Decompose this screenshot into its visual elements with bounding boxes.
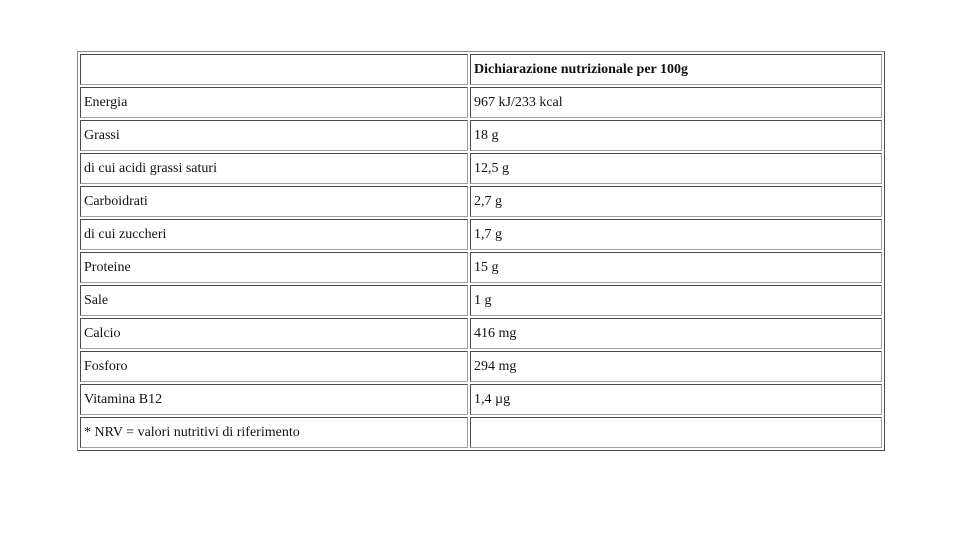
table-row [80,318,882,349]
table-row [80,351,882,382]
nutrient-label: Fosforo [80,351,468,382]
table-header-row [80,54,882,85]
nutrient-value: 1,4 µg [470,384,882,415]
nutrient-value: 12,5 g [470,153,882,184]
nutrient-value: 1,7 g [470,219,882,250]
table-row [80,252,882,283]
table-row [80,120,882,151]
nutrient-label: Proteine [80,252,468,283]
nutrient-value: 2,7 g [470,186,882,217]
nutrient-value: 18 g [470,120,882,151]
footnote-label: * NRV = valori nutritivi di riferimento [80,417,468,448]
footnote-value-empty [470,417,882,448]
nutrient-label: Energia [80,87,468,118]
nutrition-table [77,51,885,451]
table-row [80,384,882,415]
nutrient-value: 967 kJ/233 kcal [470,87,882,118]
nutrient-value: 416 mg [470,318,882,349]
nutrient-value: 294 mg [470,351,882,382]
nutrient-label: di cui zuccheri [80,219,468,250]
table-row [80,417,882,448]
nutrient-label: di cui acidi grassi saturi [80,153,468,184]
nutrient-label: Sale [80,285,468,316]
table-row [80,87,882,118]
nutrient-value: 1 g [470,285,882,316]
nutrient-label: Vitamina B12 [80,384,468,415]
nutrient-label: Grassi [80,120,468,151]
nutrient-label: Calcio [80,318,468,349]
table-row [80,153,882,184]
header-cell-title: Dichiarazione nutrizionale per 100g [470,54,882,85]
table-row [80,285,882,316]
table-row [80,186,882,217]
header-cell-empty [80,54,468,85]
nutrient-value: 15 g [470,252,882,283]
table-row [80,219,882,250]
nutrient-label: Carboidrati [80,186,468,217]
